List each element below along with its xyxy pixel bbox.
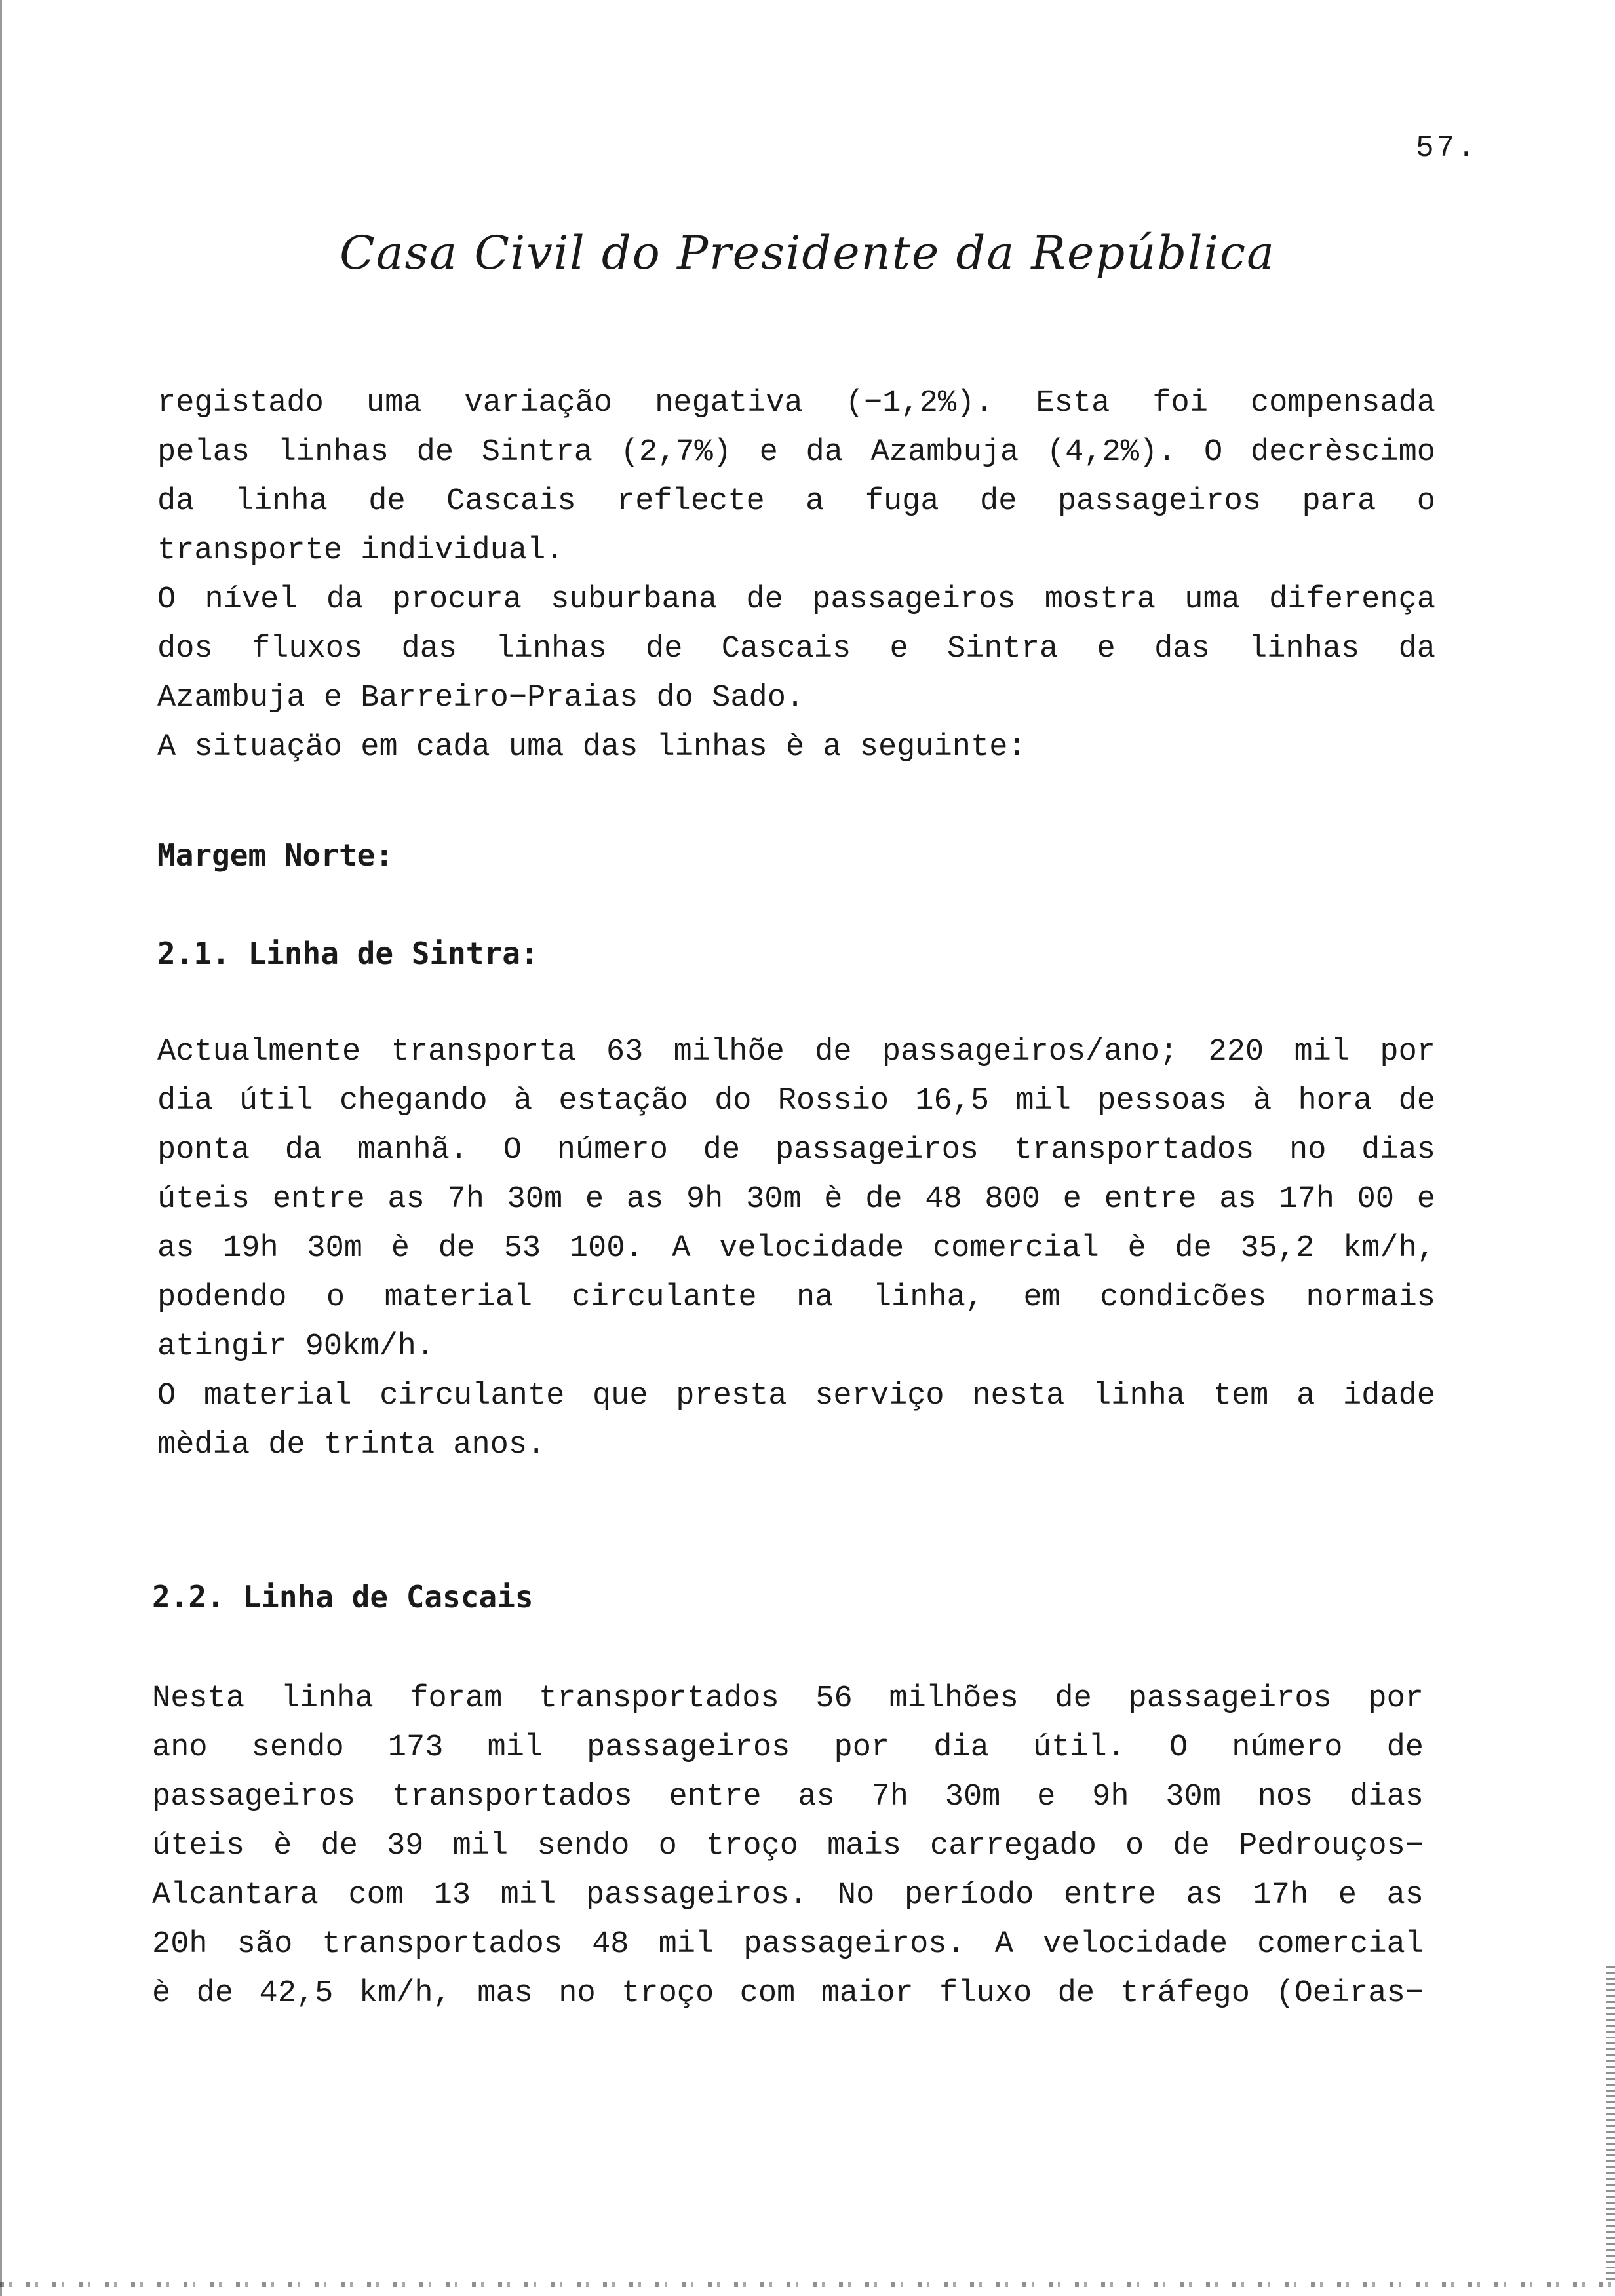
cascais-paragraph	[152, 1674, 1424, 2018]
text-line: as 19h 30m è de 53 100. A velocidade comercial è de 35,2 km/h,	[157, 1231, 1435, 1266]
text-line: podendo o material circulante na linha, em condicões normais	[157, 1280, 1435, 1315]
text-line: dos fluxos das linhas de Cascais e Sintra e das linhas da	[157, 632, 1435, 666]
text-line: Alcantara com 13 mil passageiros. No período entre as 17h e as	[152, 1878, 1424, 1913]
text-line: Azambuja e Barreiro−Praias do Sado.	[157, 681, 805, 716]
text-line: Actualmente transporta 63 milhõe de passageiros/ano; 220 mil por	[157, 1035, 1435, 1069]
text-line: transporte individual.	[157, 533, 564, 568]
text-line: passageiros transportados entre as 7h 30m e 9h 30m nos dias	[152, 1780, 1424, 1814]
text-line: registado uma variação negativa (−1,2%). Esta foi compensada	[157, 386, 1435, 421]
section-heading-margem-norte: Margem Norte:	[157, 837, 394, 873]
scan-noise-bottom	[0, 2282, 1615, 2287]
section-heading-cascais: 2.2. Linha de Cascais	[152, 1579, 534, 1615]
text-line: ano sendo 173 mil passageiros por dia útil. O número de	[152, 1731, 1424, 1765]
text-line: pelas linhas de Sintra (2,7%) e da Azambuja (4,2%). O decrèscimo	[157, 435, 1435, 470]
sintra-paragraph	[157, 1027, 1435, 1470]
text-line: O material circulante que presta serviço nesta linha tem a idade	[157, 1379, 1435, 1413]
text-line: O nível da procura suburbana de passageiros mostra uma diferença	[157, 583, 1435, 617]
text-line: ponta da manhã. O número de passageiros transportados no dias	[157, 1133, 1435, 1168]
text-line: úteis è de 39 mil sendo o troço mais carregado o de Pedrouços−	[152, 1829, 1424, 1864]
letterhead: Casa Civil do Presidente da República	[340, 226, 1275, 280]
page-number: 57.	[1416, 131, 1478, 165]
scan-noise-right	[1606, 1966, 1615, 2280]
text-line: è de 42,5 km/h, mas no troço com maior fluxo de tráfego (Oeiras−	[152, 1976, 1424, 2011]
text-line: A situaçäo em cada uma das linhas è a seguinte:	[157, 730, 1026, 765]
text-line: úteis entre as 7h 30m e as 9h 30m è de 48 800 e entre as 17h 00 e	[157, 1182, 1435, 1217]
intro-paragraph	[157, 379, 1435, 772]
text-line: 20h são transportados 48 mil passageiros. A velocidade comercial	[152, 1927, 1424, 1962]
text-line: atingir 90km/h.	[157, 1330, 435, 1364]
scan-left-edge	[0, 0, 2, 2296]
section-heading-sintra: 2.1. Linha de Sintra:	[157, 936, 539, 971]
text-line: da linha de Cascais reflecte a fuga de passageiros para o	[157, 484, 1435, 519]
text-line: Nesta linha foram transportados 56 milhões de passageiros por	[152, 1681, 1424, 1716]
text-line: mèdia de trinta anos.	[157, 1428, 546, 1463]
text-line: dia útil chegando à estação do Rossio 16,5 mil pessoas à hora de	[157, 1084, 1435, 1119]
